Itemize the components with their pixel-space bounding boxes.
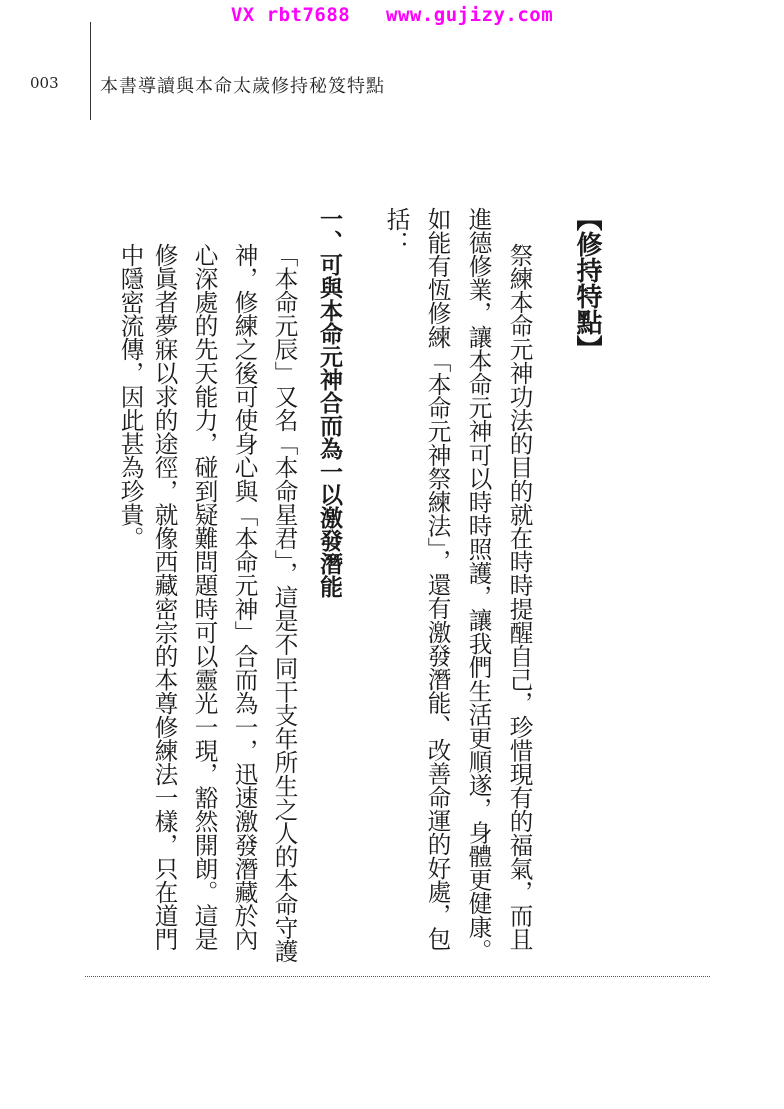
paragraph-line: 進德修業，讓本命元神可以時時照護，讓我們生活更順遂，身體更健康。 bbox=[464, 207, 493, 963]
section-title: 一、可與本命元神合而為一以激發潛能 bbox=[316, 207, 343, 598]
header-divider bbox=[90, 22, 91, 120]
paragraph-line: 括： bbox=[382, 207, 411, 255]
paragraph-line: 「本命元辰」又名「本命星君」，這是不同干支年所生之人的本命守護 bbox=[270, 243, 299, 963]
paragraph-line: 神，修練之後可使身心與「本命元神」合而為一，迅速激發潛藏於內 bbox=[230, 243, 259, 951]
page-number: 003 bbox=[30, 74, 59, 92]
footer-rule bbox=[85, 976, 710, 977]
watermark: VX rbt7688 www.gujizy.com bbox=[230, 4, 554, 26]
section-heading: 【修持特點】 bbox=[572, 205, 602, 361]
paragraph-line: 祭練本命元神功法的目的就在時時提醒自己，珍惜現有的福氣，而且 bbox=[505, 243, 534, 951]
running-head: 本書導讀與本命太歲修持秘笈特點 bbox=[100, 76, 385, 97]
paragraph-line: 如能有恆修練「本命元神祭練法」，還有激發潛能、改善命運的好處，包 bbox=[423, 207, 452, 951]
paragraph-line: 中隱密流傳，因此甚為珍貴。 bbox=[116, 243, 145, 550]
paragraph-line: 修眞者夢寐以求的途徑，就像西藏密宗的本尊修練法一樣，只在道門 bbox=[150, 243, 179, 951]
paragraph-line: 心深處的先天能力，碰到疑難問題時可以靈光一現，豁然開朗。這是 bbox=[190, 243, 219, 951]
